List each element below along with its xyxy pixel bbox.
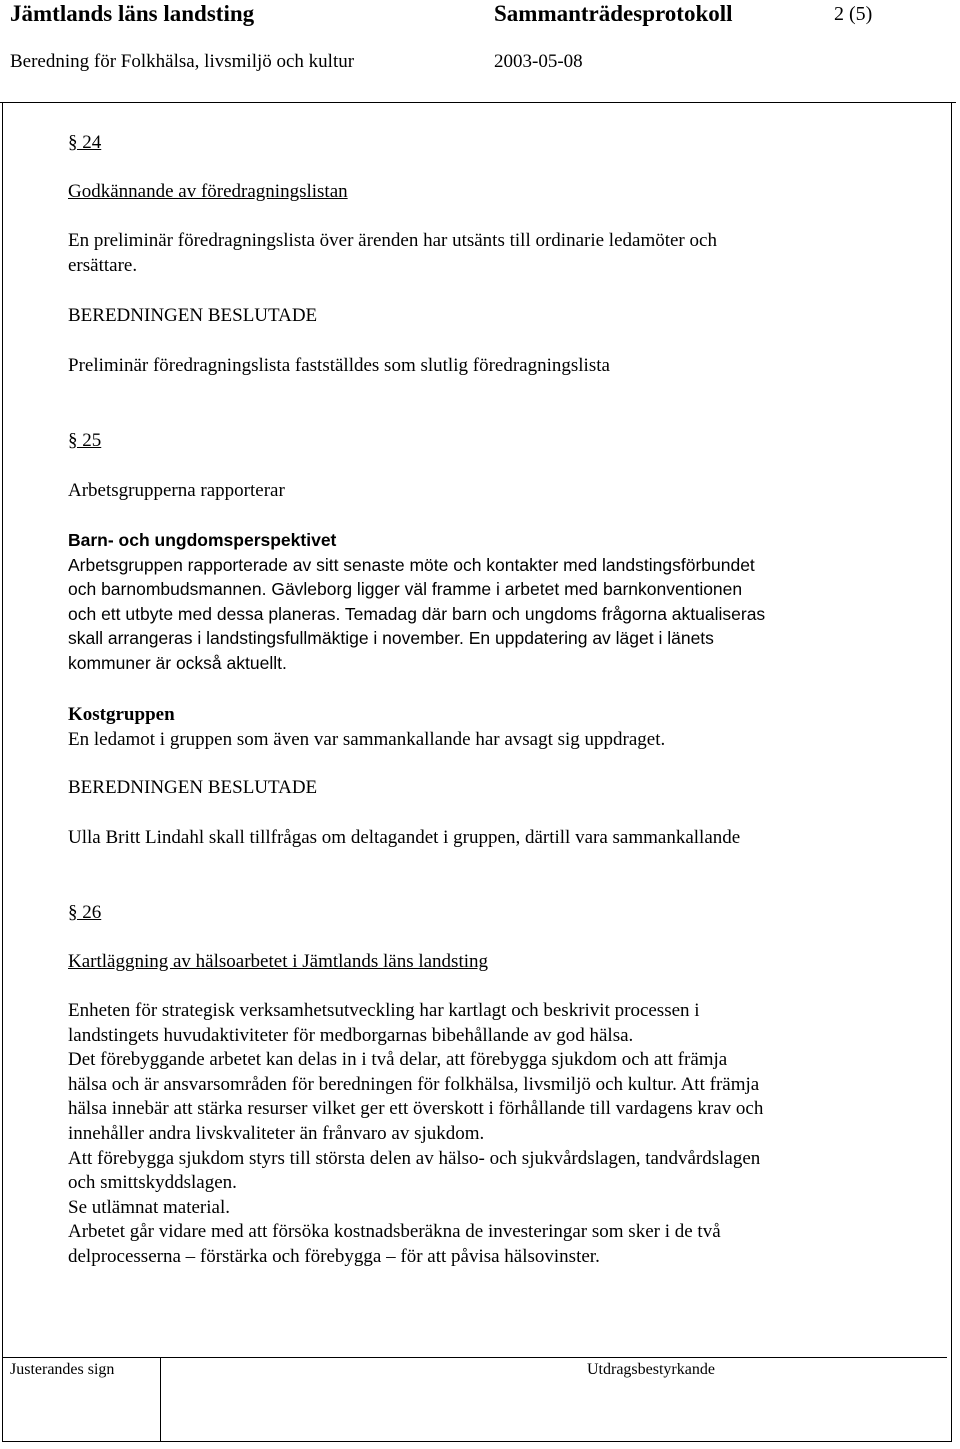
subgroup-2-heading: Kostgruppen bbox=[68, 704, 175, 725]
section-26-body-line: Arbetet går vidare med att försöka kostnadsberäkna de investeringar som sker i de två bbox=[68, 1221, 721, 1243]
section-24-title: Godkännande av föredragningslistan bbox=[68, 181, 348, 202]
section-25-subgroup-1 bbox=[68, 528, 765, 676]
section-26-body-line: landstingets huvudaktiviteter för medborgarnas bibehållande av god hälsa. bbox=[68, 1024, 634, 1046]
section-24-decision: Preliminär föredragningslista fastställdes som slutlig föredragningslista bbox=[68, 355, 610, 376]
section-26-body-line: och smittskyddslagen. bbox=[68, 1172, 237, 1194]
section-26-body-line: delprocesserna – förstärka och förebygga – för att påvisa hälsovinster. bbox=[68, 1245, 600, 1267]
section-25-title: Arbetsgrupperna rapporterar bbox=[68, 480, 285, 501]
subgroup-1-line: och barnombudsmannen. Gävleborg ligger väl framme i arbetet med barnkonventionen bbox=[68, 579, 743, 600]
page-number: 2 (5) bbox=[834, 3, 873, 25]
section-26-number: § 26 bbox=[68, 902, 102, 923]
subgroup-1-line: skall arrangeras i landstingsfullmäktige i november. En uppdatering av läget i länets bbox=[68, 628, 714, 649]
section-25-subgroup-2 bbox=[68, 703, 665, 752]
section-26-body-line: Det förebyggande arbetet kan delas in i två delar, att förebygga sjukdom och att främja bbox=[68, 1049, 728, 1071]
subgroup-2-text: En ledamot i gruppen som även var sammankallande har avsagt sig uppdraget. bbox=[68, 728, 666, 750]
document-type: Sammanträdesprotokoll bbox=[494, 1, 733, 26]
section-26-body-line: Att förebygga sjukdom styrs till största delen av hälso- och sjukvårdslagen, tandvårdslagen bbox=[68, 1147, 761, 1169]
header-divider bbox=[0, 102, 956, 103]
footer-certification-label: Utdragsbestyrkande bbox=[587, 1361, 715, 1378]
section-26-body bbox=[68, 999, 938, 1270]
footer-signature-label: Justerandes sign bbox=[10, 1361, 115, 1378]
footer-column-divider bbox=[160, 1357, 161, 1441]
section-24-number: § 24 bbox=[68, 132, 102, 153]
right-frame-line bbox=[951, 102, 952, 1442]
section-25-decision-heading: BEREDNINGEN BESLUTADE bbox=[68, 777, 318, 798]
section-26-title: Kartläggning av hälsoarbetet i Jämtlands läns landsting bbox=[68, 951, 489, 972]
section-24-body bbox=[68, 229, 938, 278]
section-26-body-line: Se utlämnat material. bbox=[68, 1196, 230, 1218]
bottom-frame-line bbox=[2, 1441, 952, 1442]
section-26-body-line: Enheten för strategisk verksamhetsutveckling har kartlagt och beskrivit processen i bbox=[68, 1000, 700, 1021]
organization-name: Jämtlands läns landsting bbox=[10, 1, 255, 26]
subgroup-1-heading: Barn- och ungdomsperspektivet bbox=[68, 530, 337, 550]
section-26-body-line: innehåller andra livskvaliteter än frånvaro av sjukdom. bbox=[68, 1122, 485, 1144]
section-26-body-line: hälsa och är ansvarsområden för beredningen för folkhälsa, livsmiljö och kultur. Att främja bbox=[68, 1073, 760, 1095]
footer-divider bbox=[2, 1357, 947, 1358]
committee-name: Beredning för Folkhälsa, livsmiljö och kultur bbox=[10, 51, 355, 72]
section-25-decision: Ulla Britt Lindahl skall tillfrågas om deltagandet i gruppen, därtill vara sammankallande bbox=[68, 827, 741, 848]
section-26-body-line: hälsa innebär att stärka resurser vilket ger ett överskott i förhållande till vardagens krav och bbox=[68, 1098, 764, 1120]
section-25-number: § 25 bbox=[68, 430, 102, 451]
section-24-body-line: ersättare. bbox=[68, 254, 138, 276]
subgroup-1-line: Arbetsgruppen rapporterade av sitt senaste möte och kontakter med landstingsförbundet bbox=[68, 554, 755, 575]
section-24-body-line: En preliminär föredragningslista över ärenden har utsänts till ordinarie ledamöter och bbox=[68, 230, 717, 251]
subgroup-1-line: kommuner är också aktuellt. bbox=[68, 652, 287, 673]
meeting-date: 2003-05-08 bbox=[494, 51, 583, 72]
subgroup-1-line: och ett utbyte med dessa planeras. Temadag där barn och ungdoms frågorna aktualiseras bbox=[68, 603, 766, 624]
section-24-decision-heading: BEREDNINGEN BESLUTADE bbox=[68, 305, 318, 326]
left-frame-line bbox=[2, 102, 3, 1442]
